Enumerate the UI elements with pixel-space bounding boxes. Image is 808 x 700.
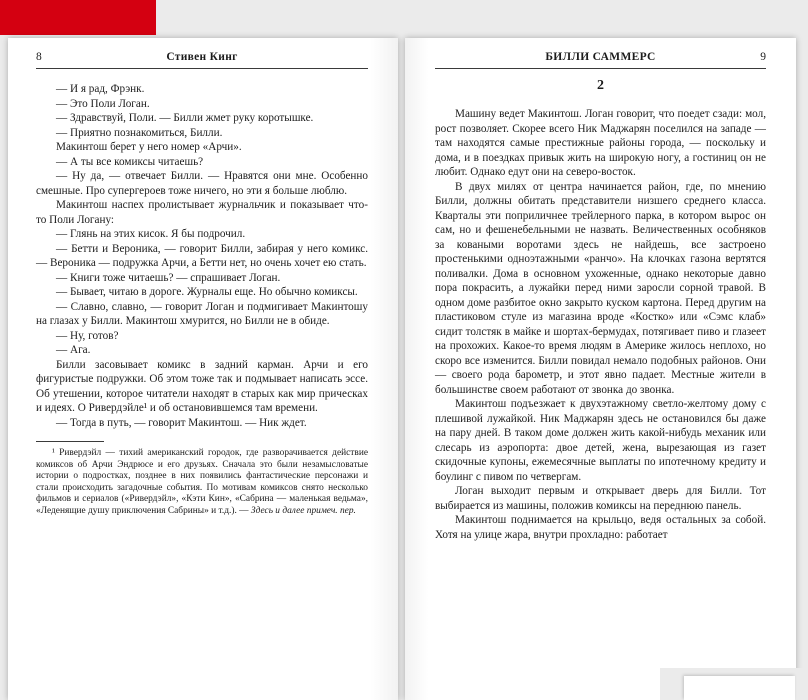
paragraph: — И я рад, Фрэнк. bbox=[56, 83, 145, 95]
paragraph: Макинтош наспех пролистывает журнальчик и показывает что-то Поли Логану: bbox=[36, 199, 368, 226]
left-running-title: Стивен Кинг bbox=[166, 51, 238, 63]
right-running-title: БИЛЛИ САММЕРС bbox=[545, 51, 656, 63]
right-running-head bbox=[435, 51, 766, 66]
paragraph: — Тогда в путь, — говорит Макинтош. — Ник ждет. bbox=[56, 416, 307, 429]
paragraph: Макинтош поднимается на крыльцо, ведя остальных за собой. Хотя на улице жара, внутри прохладно: работает bbox=[435, 514, 766, 541]
footnote-rule bbox=[36, 441, 104, 442]
paragraph: Билли засовывает комикс в задний карман. Арчи и его фигуристые подружки. Об этом тоже так и подмывает написать эссе. Об утешении, которое читатели находят в старых как мир прическах и идеях. О Ривердэйле¹ и об остановившемся там времени. bbox=[36, 358, 368, 414]
paragraph: — Ну да, — отвечает Билли. — Нравятся они мне. Особенно смешные. Про супергероев тоже ничего, но эти я больше люблю. bbox=[36, 170, 368, 197]
left-page-number: 8 bbox=[36, 51, 42, 63]
paragraph: В двух милях от центра начинается район, где, по мнению Билли, должны обитать представители низшего среднего класса. Кварталы эти поприличнее трейлерного парка, в котором вырос он сам, но и фешенебельными не назвать. Величественных особняков за коваными воротами здесь не найдешь, все застроено простенькими одноэтажными «ранчо». На клочках газона вертятся поливалки. Дома в основном ухоженные, однако некоторые давно пора покрасить, а лужайки перед ними заросли сорной травой. В одном доме разбитое окно закрыто куском картона. Перед другим на пластиковом стуле из магазина вроде «Костко» или «Сэмс клаб» сидит толстяк в майке и шортах-бермудах, потягивает пиво и глазеет на прохожих. Какое-то время людям в Америке жилось неплохо, но скоро все изменится. Билли повидал немало подобных районов. Они — своего рода барометр, и этот явно падает. Местные жители в большинстве своем работают от звонка до звонка. bbox=[435, 180, 766, 396]
paragraph: — Это Поли Логан. bbox=[56, 97, 150, 110]
page-flip-corner[interactable] bbox=[684, 676, 795, 700]
paragraph: Логан выходит первым и открывает дверь для Билли. Тот выбирается из машины, положив комиксы на переднюю панель. bbox=[435, 485, 766, 512]
paragraph: — Бывает, читаю в дороге. Журналы еще. Но обычно комиксы. bbox=[56, 286, 358, 298]
right-page[interactable] bbox=[405, 38, 796, 700]
paragraph: — Книги тоже читаешь? — спрашивает Логан. bbox=[56, 271, 281, 284]
paragraph: — А ты все комиксы читаешь? bbox=[56, 155, 204, 168]
right-page-text bbox=[435, 107, 766, 542]
footnote bbox=[36, 448, 368, 518]
paragraph: — Бетти и Вероника, — говорит Билли, забирая у него комикс. — Вероника — подружка Арчи, а Бетти нет, но очень хочет ею стать. bbox=[36, 242, 368, 269]
paragraph: Макинтош берет у него номер «Арчи». bbox=[56, 141, 242, 153]
footnote-text: ¹ Ривердэйл — тихий американский городок, где разворачивается действие комиксов об Арчи Эндрюсе и его друзьях. Сначала это были незамысловатые истории о подростках, позднее в них появились фантастические персонажи и стали происходить загадочные события. По мотивам комиксов снято несколько фильмов и сериалов («Ривердэйл», «Кэти Кин», «Сабрина — маленькая ведьма», «Леденящие душу приключения Сабрины» и т.д.). — bbox=[36, 448, 368, 516]
paragraph: Машину ведет Макинтош. Логан говорит, что поедет сзади: мол, рост позволяет. Скорее всего Ник Маджарян поселился на западе — там находятся самые престижные районы города, — поскольку и дома, и в поездках привык жить на широкую ногу, а гостиниц он не любит. Однако едут они на северо-восток. bbox=[435, 108, 766, 178]
paragraph: — Ну, готов? bbox=[56, 329, 119, 342]
paragraph: — Здравствуй, Поли. — Билли жмет руку коротышке. bbox=[56, 112, 314, 124]
footnote-translator-note: Здесь и далее примеч. пер. bbox=[250, 505, 356, 516]
paragraph: — Ага. bbox=[56, 344, 91, 356]
paragraph: — Глянь на этих кисок. Я бы подрочил. bbox=[56, 228, 246, 240]
left-header-rule bbox=[36, 68, 368, 69]
left-page[interactable] bbox=[8, 38, 398, 700]
site-header-fragment bbox=[0, 0, 156, 35]
left-running-head bbox=[36, 51, 368, 66]
chapter-number: 2 bbox=[597, 78, 604, 93]
paragraph: Макинтош подъезжает к двухэтажному светло-желтому дому с плешивой лужайкой. Ник Маджарян здесь не остановился бы даже на пару дней. В таком доме должен жить какой-нибудь механик или слесарь из аэропорта: двое детей, жена, вырезающая из газет скидочные купоны, ежемесячные выплаты по ипотечному кредиту и боулинг с пивом по четвергам. bbox=[435, 398, 766, 483]
left-page-text bbox=[36, 82, 368, 430]
book-spread bbox=[8, 38, 796, 700]
paragraph: — Приятно познакомиться, Билли. bbox=[56, 126, 223, 139]
right-header-rule bbox=[435, 68, 766, 69]
paragraph: — Славно, славно, — говорит Логан и подмигивает Макинтошу на глазах у Билли. Макинтош хмурится, но Билли не в обиде. bbox=[36, 300, 368, 327]
right-page-number: 9 bbox=[760, 51, 766, 63]
